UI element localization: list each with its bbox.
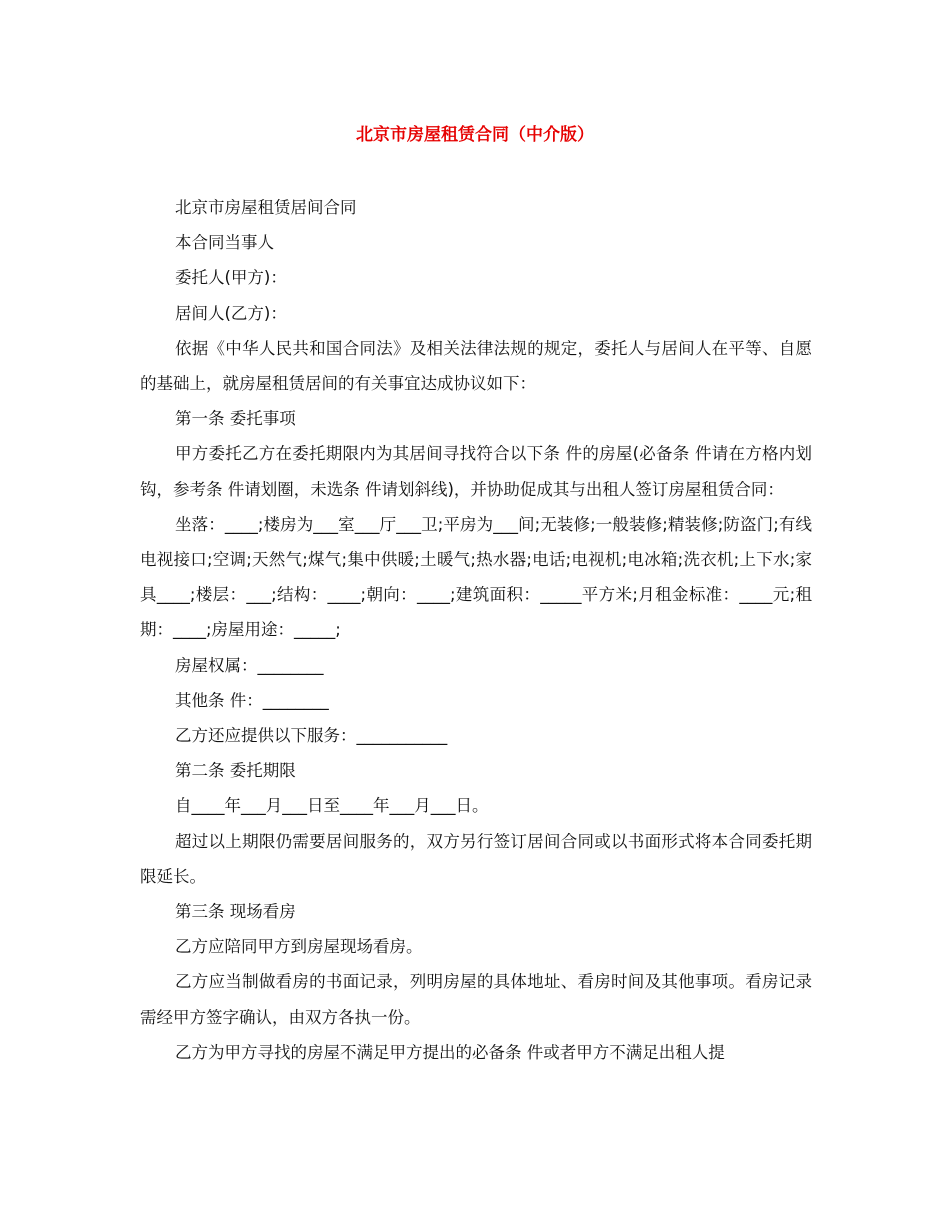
article-2-heading: 第二条 委托期限 [175,761,296,781]
article-3-heading: 第三条 现场看房 [175,902,296,922]
paragraph-viewing: 乙方应陪同甲方到房屋现场看房。 [175,937,423,957]
article-1-heading: 第一条 委托事项 [175,409,296,429]
paragraph-party-a: 委托人(甲方)： [175,268,287,288]
paragraph-term-extension: 超过以上期限仍需要居间服务的，双方另行签订居间合同或以书面形式将本合同委托期限延长。 [140,831,812,886]
paragraph-unmet-conditions: 乙方为甲方寻找的房屋不满足甲方提出的必备条 件或者甲方不满足出租人提 [175,1042,725,1062]
paragraph-other-conditions: 其他条 件：________ [175,690,329,710]
paragraph-property-details: 坐落：____;楼房为___室___厅___卫;平房为___间;无装修;一般装修;精装修;防盗门;有线电视接口;空调;天然气;煤气;集中供暖;土暖气;热水器;电话;电视机;电冰箱;洗衣机;上下水;家具____;楼层：___;结构：____;朝向：____;建筑面积：_____平方米;月租金标准：____元;租期：____;房屋用途：_____; [140,514,812,640]
paragraph-contract-name: 北京市房屋租赁居间合同 [175,198,357,217]
paragraph-preamble: 依据《中华人民共和国合同法》及相关法律法规的规定，委托人与居间人在平等、自愿的基础上，就房屋租赁居间的有关事宜达成协议如下： [140,338,812,394]
paragraph-extra-services: 乙方还应提供以下服务：___________ [175,726,448,746]
paragraph-term-dates: 自____年___月___日至____年___月___日。 [175,796,489,816]
paragraph-party-b: 居间人(乙方)： [175,303,287,323]
paragraph-ownership: 房屋权属：________ [175,655,324,675]
paragraph-article-1: 甲方委托乙方在委托期限内为其居间寻找符合以下条 件的房屋(必备条 件请在方格内划钩，参考条 件请划圈，未选条 件请划斜线)，并协助促成其与出租人签订房屋租赁合同： [140,444,812,499]
paragraph-viewing-record: 乙方应当制做看房的书面记录，列明房屋的具体地址、看房时间及其他事项。看房记录需经甲方签字确认，由双方各执一份。 [140,972,812,1027]
document-title: 北京市房屋租赁合同（中介版） [356,125,594,145]
paragraph-parties: 本合同当事人 [175,233,274,253]
document-body [140,190,812,1070]
